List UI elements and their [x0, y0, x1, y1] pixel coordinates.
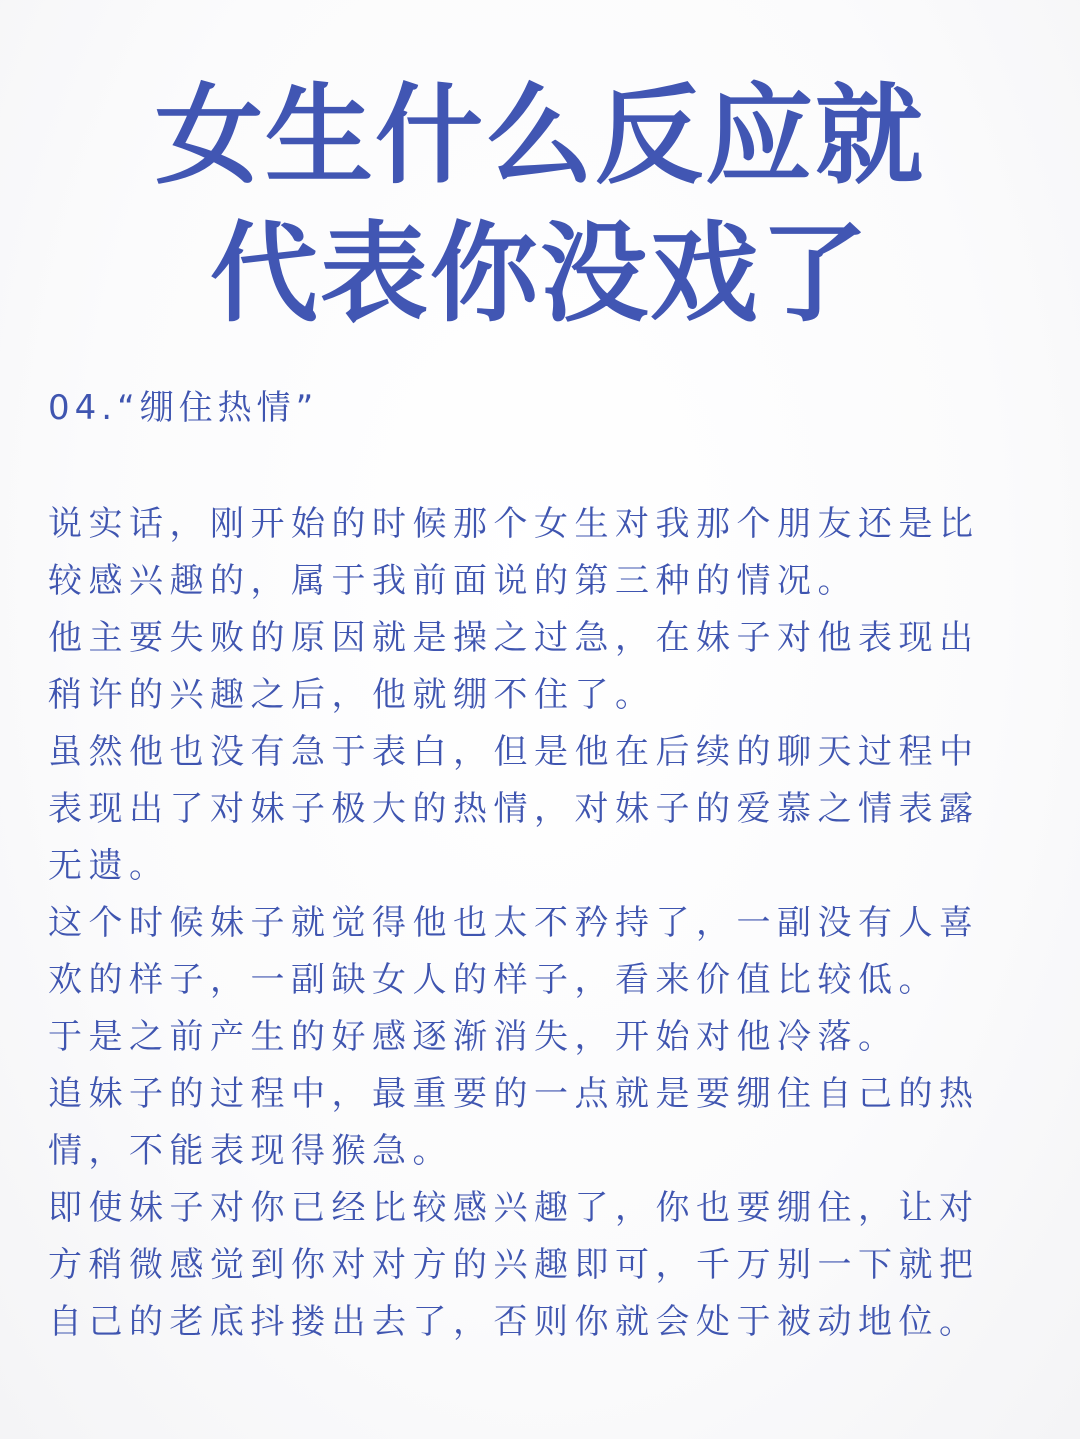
paragraph: 追妹子的过程中，最重要的一点就是要绷住自己的热情，不能表现得猴急。	[48, 1074, 980, 1171]
paragraph: 这个时候妹子就觉得他也太不矜持了，一副没有人喜欢的样子，一副缺女人的样子，看来价值比较低。	[48, 903, 980, 1000]
paragraph: 说实话，刚开始的时候那个女生对我那个朋友还是比较感兴趣的，属于我前面说的第三种的情况。	[48, 504, 980, 601]
paragraph: 虽然他也没有急于表白，但是他在后续的聊天过程中表现出了对妹子极大的热情，对妹子的爱慕之情表露无遗。	[48, 732, 980, 886]
paragraph: 他主要失败的原因就是操之过急，在妹子对他表现出稍许的兴趣之后，他就绷不住了。	[48, 618, 980, 715]
title-line-1: 女生什么反应就	[154, 74, 925, 199]
title-line-2: 代表你没戏了	[209, 212, 870, 337]
paragraph: 于是之前产生的好感逐渐消失，开始对他冷落。	[48, 1017, 899, 1057]
paragraph: 即使妹子对你已经比较感兴趣了，你也要绷住，让对方稍微感觉到你对对方的兴趣即可，千万别一下就把自己的老底抖搂出去了，否则你就会处于被动地位。	[48, 1188, 980, 1342]
section-heading: 04.“绷住热情”	[48, 388, 319, 428]
article-body	[48, 496, 1008, 1351]
page-title	[0, 68, 1080, 344]
